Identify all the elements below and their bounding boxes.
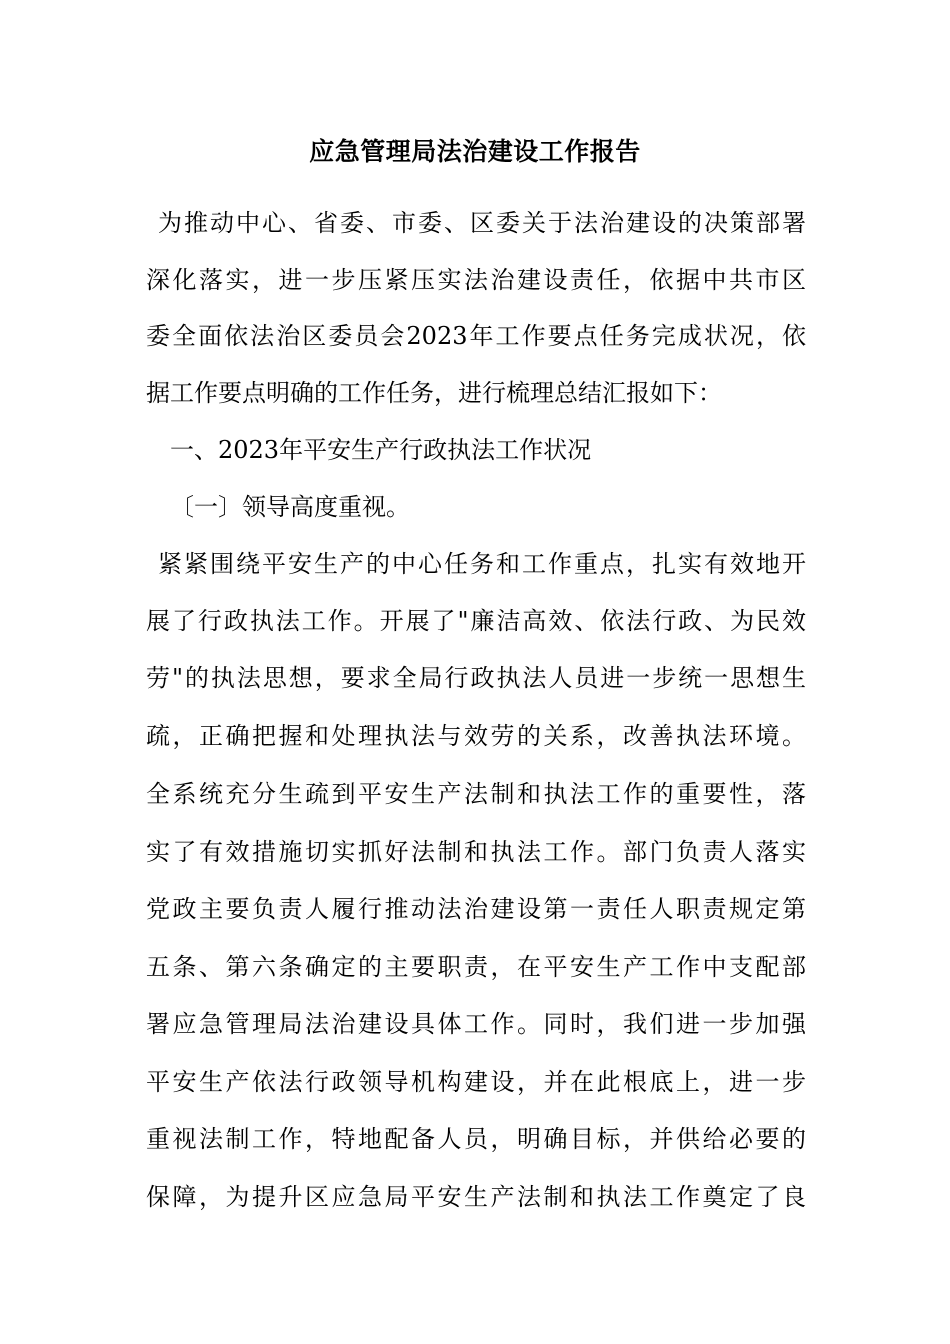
paragraph-line: 展了行政执法工作。开展了"廉洁高效、依法行政、为民效: [146, 607, 806, 635]
paragraph-line: 五条、第六条确定的主要职责，在平安生产工作中支配部: [146, 953, 806, 981]
paragraph-line: 紧紧围绕平安生产的中心任务和工作重点，扎实有效地开: [158, 550, 806, 578]
paragraph-line: 委全面依法治区委员会2023年工作要点任务完成状况，依: [146, 322, 806, 350]
paragraph-line: 平安生产依法行政领导机构建设，并在此根底上，进一步: [146, 1068, 806, 1096]
section-heading: 一、2023年平安生产行政执法工作状况: [170, 436, 592, 464]
paragraph-line: 保障，为提升区应急局平安生产法制和执法工作奠定了良: [146, 1183, 806, 1211]
paragraph-line: 为推动中心、省委、市委、区委关于法治建设的决策部署: [158, 209, 806, 237]
paragraph-line: 深化落实，进一步压紧压实法治建设责任，依据中共市区: [146, 266, 806, 294]
document-title: 应急管理局法治建设工作报告: [309, 137, 641, 166]
paragraph-line: 据工作要点明确的工作任务，进行梳理总结汇报如下：: [146, 379, 722, 407]
paragraph-line: 重视法制工作，特地配备人员，明确目标，并供给必要的: [146, 1125, 806, 1153]
subsection-heading: 〔一〕领导高度重视。: [170, 493, 410, 521]
paragraph-line: 实了有效措施切实抓好法制和执法工作。部门负责人落实: [146, 838, 806, 866]
paragraph-line: 全系统充分生疏到平安生产法制和执法工作的重要性，落: [146, 780, 806, 808]
paragraph-line: 劳"的执法思想，要求全局行政执法人员进一步统一思想生: [146, 664, 806, 692]
paragraph-line: 署应急管理局法治建设具体工作。同时，我们进一步加强: [146, 1010, 806, 1038]
paragraph-line: 疏，正确把握和处理执法与效劳的关系，改善执法环境。: [146, 722, 806, 750]
paragraph-line: 党政主要负责人履行推动法治建设第一责任人职责规定第: [146, 895, 806, 923]
